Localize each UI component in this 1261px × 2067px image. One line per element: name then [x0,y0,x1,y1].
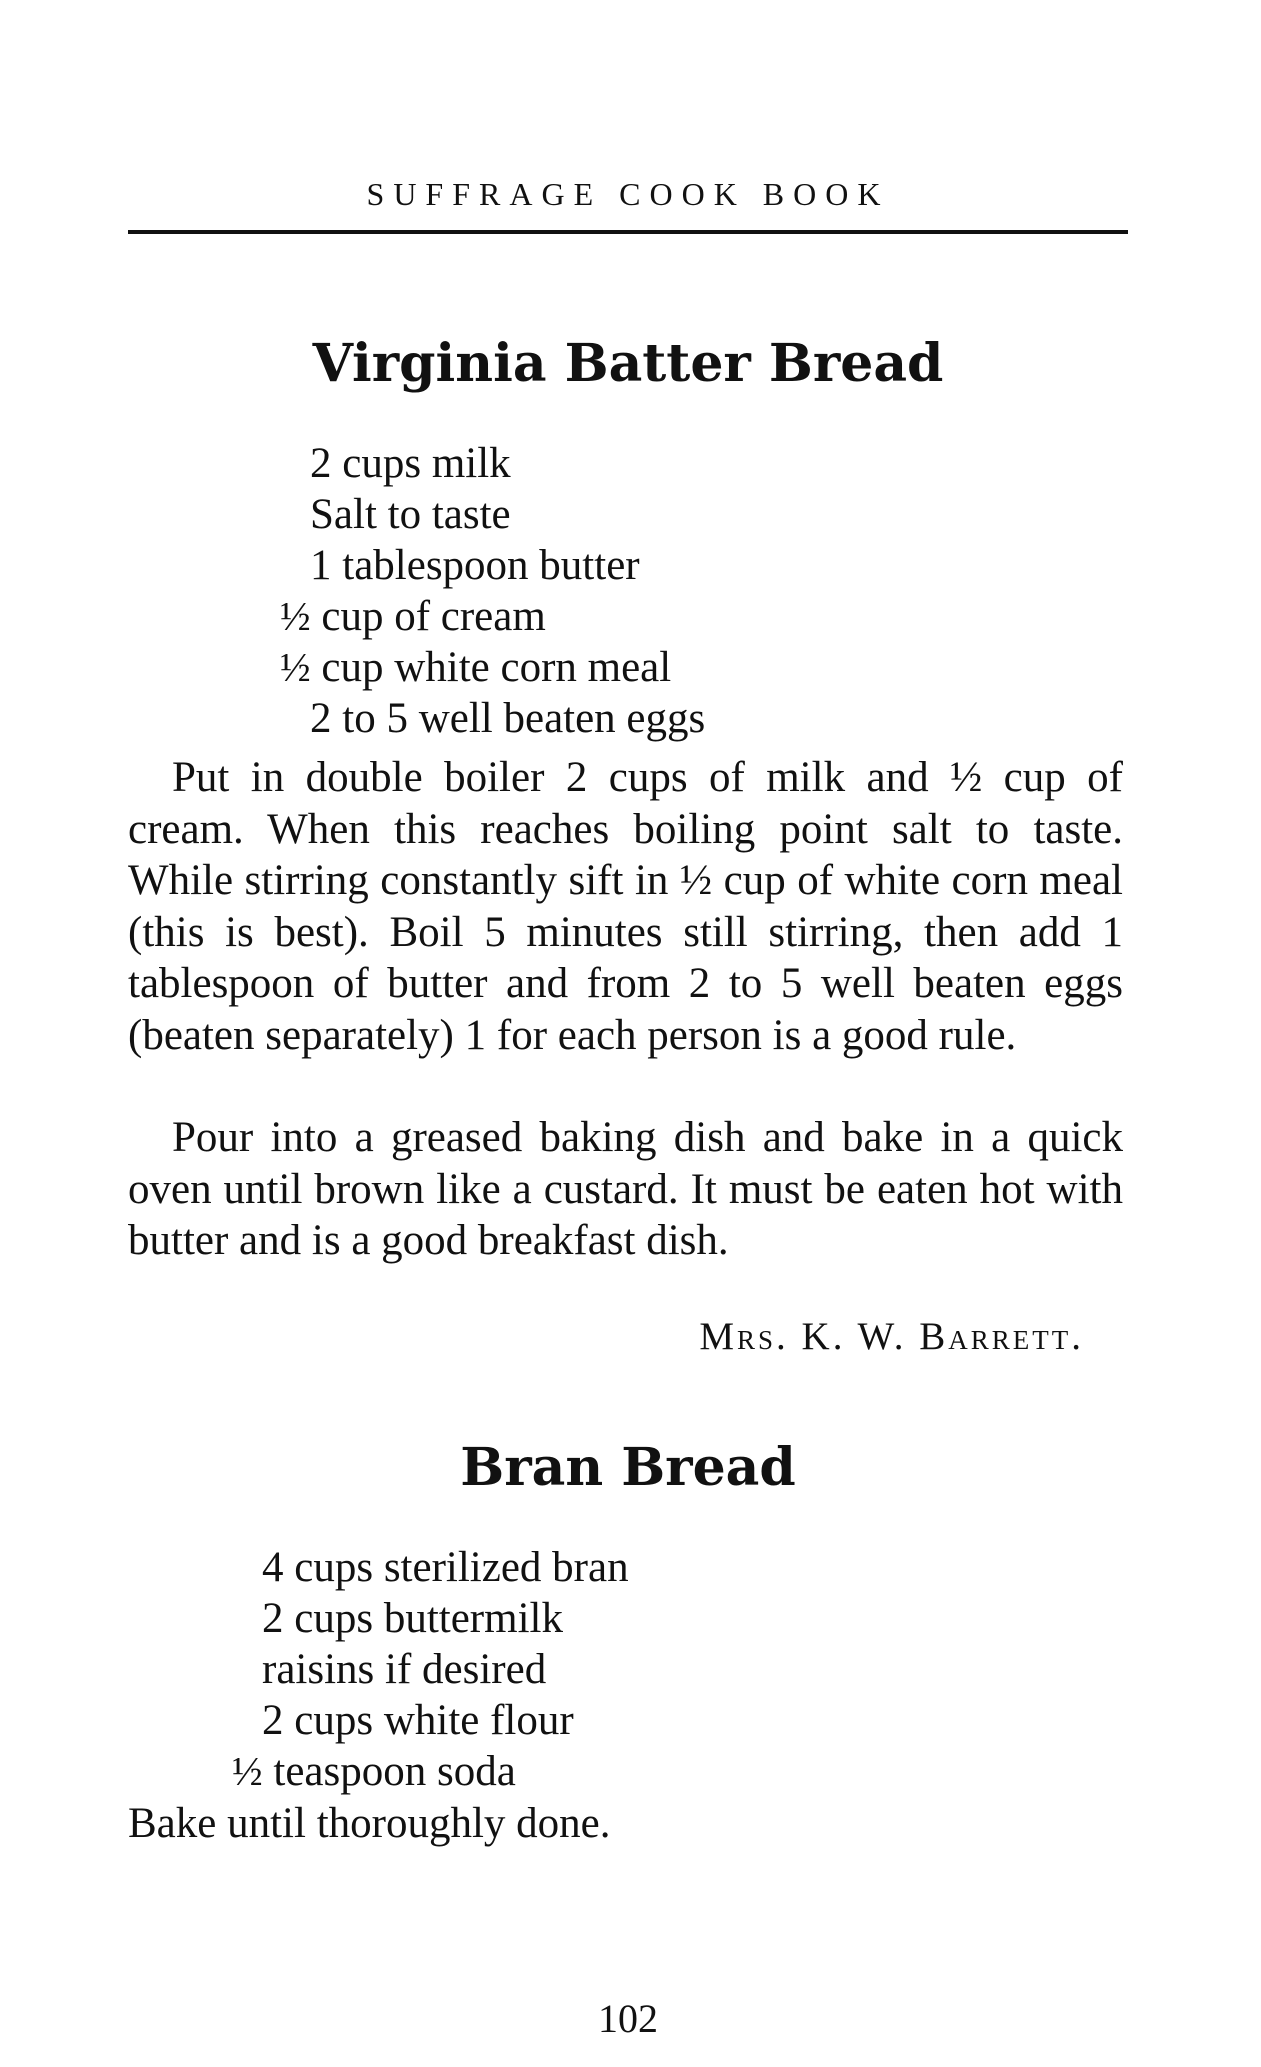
ingredient-text: teaspoon soda [273,1748,516,1795]
ingredient-qty: 2 [262,1697,284,1744]
recipe-paragraph: Bake until thoroughly done. [128,1800,611,1847]
recipe-paragraph: Pour into a greased baking dish and bake in a quick oven until brown like a custard. It must be eaten hot with butter and is a good breakfast dish. [128,1114,1123,1264]
recipe-paragraph: Put in double boiler 2 cups of milk and ½ cup of cream. When this reaches boiling point salt to taste. While stirring constantly sift in ½ cup of white corn meal (this is best). Boil 5 minutes still stirring, then add 1 tablespoon of butter and from 2 to 5 well beaten eggs (beaten separately) 1 for each person is a good rule. [128,754,1123,1059]
ingredient-item [280,642,671,693]
ingredient-qty: ½ [280,645,311,690]
ingredient-text: cups milk [342,440,511,487]
ingredient-qty: 2 [310,440,332,487]
ingredient-text: cups buttermilk [294,1595,563,1642]
ingredient-text: cups sterilized bran [294,1544,629,1591]
ingredient-qty: 1 [310,542,332,589]
ingredient-item [262,1695,574,1746]
ingredient-item [280,591,546,642]
ingredient-text: raisins if desired [262,1646,547,1693]
ingredient-item [262,1644,546,1695]
ingredient-item [310,489,511,540]
ingredient-qty: 4 [262,1544,284,1591]
recipe-attribution: Mrs. K. W. Barrett. [699,1315,1084,1358]
recipe-title: Virginia Batter Bread [312,333,944,394]
ingredient-qty: 2 [310,695,332,742]
ingredient-qty: 2 [262,1595,284,1642]
ingredient-item [310,693,705,744]
ingredient-text: Salt to taste [310,491,511,538]
ingredient-text: cup white corn meal [321,644,672,691]
ingredient-qty: ½ [232,1749,263,1794]
recipe-title: Bran Bread [460,1437,796,1498]
running-head: SUFFRAGE COOK BOOK [366,176,890,212]
ingredient-item [310,438,511,489]
ingredient-text: cup of cream [321,593,546,640]
ingredient-text: tablespoon butter [342,542,640,589]
page-number: 102 [598,1996,658,2041]
ingredient-item [262,1542,629,1593]
ingredient-item [310,540,640,591]
header-rule [128,230,1128,234]
ingredient-item [262,1593,563,1644]
ingredient-item [232,1746,516,1797]
ingredient-text: cups white flour [294,1697,574,1744]
ingredient-qty: ½ [280,594,311,639]
ingredient-text: to 5 well beaten eggs [342,695,706,742]
